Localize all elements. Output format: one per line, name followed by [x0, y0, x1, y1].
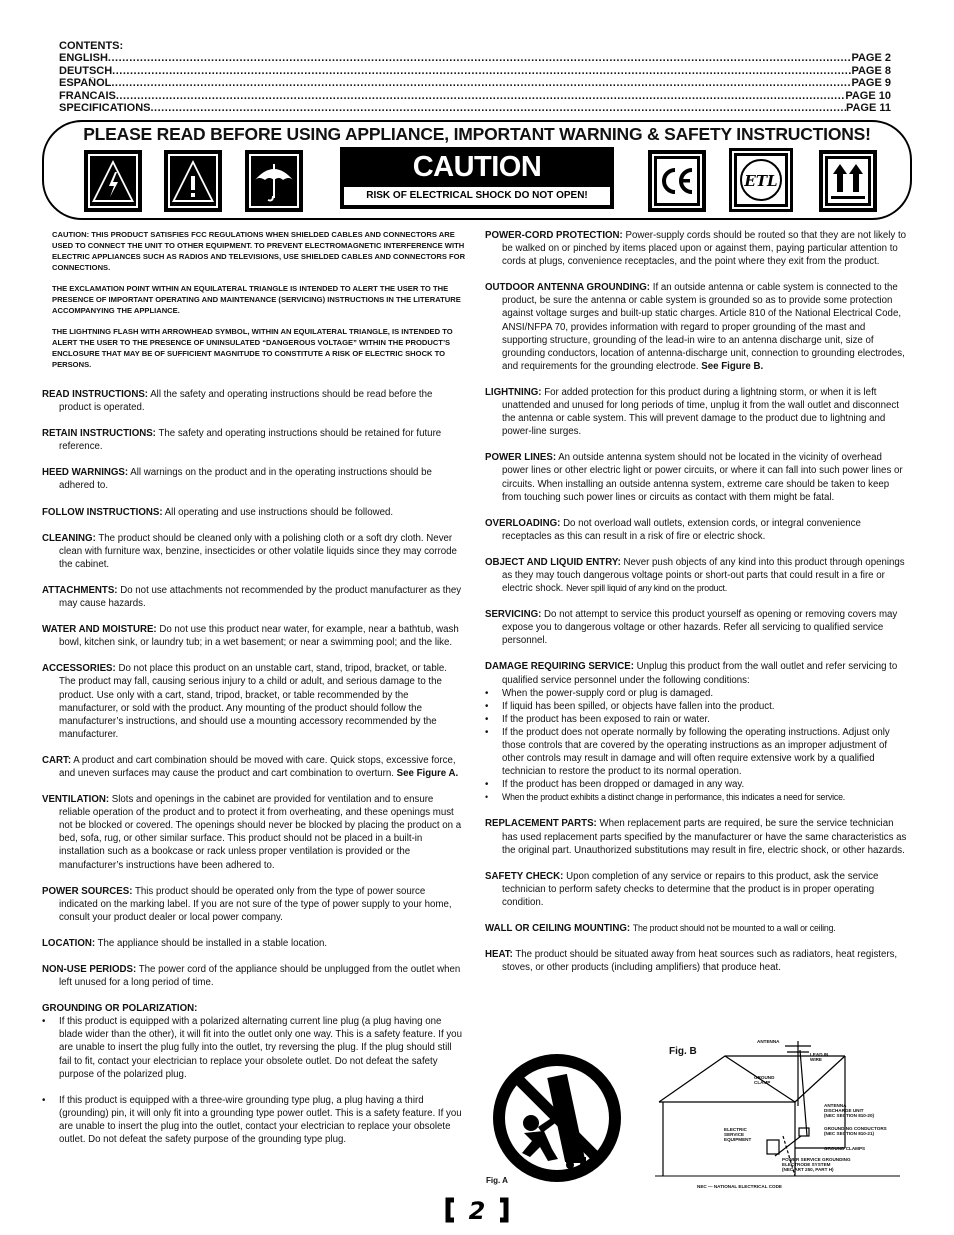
replacement-parts: REPLACEMENT PARTS: When replacement parts are required, be sure the service technician has used replacement parts specified by the manufacturer or have the same characteristics as the original part. Unauthorized substitutions may result in fire, electric shock, or other hazards.: [485, 818, 907, 856]
table-of-contents: [59, 40, 891, 114]
figure-b-label: Fig. B: [669, 1046, 697, 1057]
caution-word: CAUTION: [412, 151, 542, 183]
list-item: • If the product has been dropped or damaged in any way.: [485, 778, 909, 791]
figure-a-label: Fig. A: [486, 1176, 508, 1185]
label-nec: NEC — NATIONAL ELECTRICAL CODE: [697, 1184, 782, 1189]
lightning-notice: THE LIGHTNING FLASH WITH ARROWHEAD SYMBOL, WITHIN AN EQUILATERAL TRIANGLE, IS INTENDED TO ALERT THE USER TO THE PRESENCE OF UNINSULATED “DANGEROUS VOLTAGE” WITHIN THE PRODUCT’S ENCLOSURE THAT MAY BE OF SUFFICIENT MAGNITUDE TO CONSTITUTE A RISK OF ELECTRIC SHOCK TO PERSONS.: [52, 327, 453, 369]
list-item: • If liquid has been spilled, or objects have fallen into the product.: [485, 700, 909, 713]
accessories: ACCESSORIES: Do not place this product on an unstable cart, stand, tripod, bracket, or table. The product may fall, causing serious injury to a child or adult, and serious damage to the product. Use only with a cart, stand, tripod, bracket, or table recommended by the manufacturer, or sold with the product. Any mounting of the product should follow the manufacturer’s instructions, and should use a mounting accessory recommended by the manufacturer.: [42, 663, 447, 740]
umbrella-icon: [245, 150, 303, 212]
damage-requiring-service: DAMAGE REQUIRING SERVICE: Unplug this product from the wall outlet and refer servicing to qualified service personnel under the following conditions:: [485, 661, 898, 686]
safety-banner: [42, 120, 912, 220]
damage-list: [485, 687, 909, 805]
attachments: ATTACHMENTS: Do not use attachments not recommended by the product manufacturer as they may cause hazards.: [42, 584, 462, 610]
label-lead-in-wire: LEAD IN WIRE: [810, 1052, 829, 1063]
ventilation: VENTILATION: Slots and openings in the cabinet are provided for ventilation and to ensure reliable operation of the product and to protect it from overheating, and these openings must not be blocked or covered. The openings should never be blocked by placing the product on a bed, sofa, rug, or other similar surface. This product should not be placed in a built-in installation such as a bookcase or rack unless proper ventilation is provided or the manufacturer’s instructions have been adhered to.: [42, 794, 462, 871]
label-service-equipment: ELECTRIC SERVICE EQUIPMENT: [724, 1127, 752, 1143]
lightning-triangle-icon: [84, 150, 142, 212]
retain-instructions: RETAIN INSTRUCTIONS: The safety and operating instructions should be retained for future reference.: [42, 428, 442, 453]
toc-row: ENGLISH ..... PAGE 2: [59, 52, 891, 64]
contents-heading: CONTENTS:: [59, 40, 124, 52]
power-cord-protection: POWER-CORD PROTECTION: Power-supply cords should be routed so that they are not likely to be walked on or pinched by items placed upon or against them, paying particular attention to cords at plugs, convenience receptacles, and the point where they exit from the product.: [485, 230, 907, 268]
cart: CART: A product and cart combination should be moved with care. Quick stops, excessive force, and uneven surfaces may cause the product and cart combination to overturn. See Figure A.: [42, 754, 459, 779]
object-and-liquid-entry: OBJECT AND LIQUID ENTRY: Never push objects of any kind into this product through openings as they may touch dangerous voltage points or short-out parts that could result in a fire or electric shock. Never spill liquid of any kind on the product.: [485, 556, 905, 595]
toc-row: DEUTSCH ..... PAGE 8: [59, 65, 891, 77]
right-column: [485, 229, 909, 987]
this-way-up-icon: [819, 150, 877, 212]
banner-title: PLEASE READ BEFORE USING APPLIANCE, IMPORTANT WARNING & SAFETY INSTRUCTIONS!: [83, 124, 871, 144]
toc-row: ESPAÑOL ..... PAGE 9: [59, 77, 891, 89]
location: LOCATION: The appliance should be installed in a stable location.: [42, 937, 328, 949]
heed-warnings: HEED WARNINGS: All warnings on the product and in the operating instructions should be adhered to.: [42, 467, 432, 492]
outdoor-antenna-grounding: OUTDOOR ANTENNA GROUNDING: If an outside antenna or cable system is connected to the product, be sure the antenna or cable system is grounded so as to provide some protection against voltage surges and built-up static charges. Article 810 of the National Electrical Code, ANSI/NFPA 70, provides information with regard to proper grounding of the mast and supporting structure, grounding of the lead-in wire to an antenna discharge unit, size of grounding conductors, location of antenna-discharge unit, connection to grounding electrodes, and requirements for the grounding electrode. See Figure B.: [485, 282, 905, 372]
exclamation-triangle-icon: [164, 150, 222, 212]
left-column: [42, 229, 466, 1159]
fcc-notice: CAUTION: THIS PRODUCT SATISFIES FCC REGULATIONS WHEN SHIELDED CABLES AND CONNECTORS ARE USED TO CONNECT THE UNIT TO OTHER EQUIPMENT. TO PREVENT ELECTROMAGNETIC INTERFERENCE WITH ELECTRIC APPLIANCES SUCH AS RADIOS AND TELEVISIONS, USE SHIELDED CABLES AND CONNECTORS FOR CONNECTIONS.: [52, 230, 466, 272]
label-discharge-unit: ANTENNA DISCHARGE UNIT (NEC SECTION 810-20): [824, 1103, 875, 1119]
safety-check: SAFETY CHECK: Upon completion of any service or repairs to this product, ask the service technician to perform safety checks to determine that the product is in proper operating condition.: [485, 870, 879, 908]
list-item: • If the product has been exposed to rain or water.: [485, 713, 909, 726]
water-and-moisture: WATER AND MOISTURE: Do not use this product near water, for example, near a bathtub, wash bowl, kitchen sink, or laundry tub; in a wet basement; or near a swimming pool; and the like.: [42, 624, 459, 649]
wall-or-ceiling-mounting: WALL OR CEILING MOUNTING: The product should not be mounted to a wall or ceiling.: [485, 923, 836, 935]
label-antenna: ANTENNA: [757, 1039, 780, 1044]
toc-row: FRANCAIS ..... PAGE 10: [59, 90, 891, 102]
etl-listed-icon: [729, 148, 793, 212]
list-item: • When the power-supply cord or plug is damaged.: [485, 687, 909, 700]
power-sources: POWER SOURCES: This product should be operated only from the type of power source indicated on the marking label. If you are not sure of the type of power supply to your home, consult your product dealer or local power company.: [42, 885, 452, 923]
read-instructions: READ INSTRUCTIONS: All the safety and operating instructions should be read before the product is operated.: [42, 389, 433, 414]
lightning: LIGHTNING: For added protection for this product during a lightning storm, or when it is left unattended and unused for long periods of time, unplug it from the wall outlet and disconnect the antenna or cable system. This will prevent damage to the product due to lightning and power-line surges.: [485, 386, 899, 438]
cleaning: CLEANING: The product should be cleaned only with a polishing cloth or a soft dry cloth. Never clean with furniture wax, benzine, insecticides or other volatile liquids since they may corrode the cabinet.: [42, 532, 457, 570]
page-number: [444, 1197, 510, 1223]
grounding-heading: GROUNDING OR POLARIZATION:: [42, 1003, 198, 1015]
svg-text:ETL: ETL: [744, 172, 778, 190]
non-use-periods: NON-USE PERIODS: The power cord of the appliance should be unplugged from the outlet when left unused for a long period of time.: [42, 964, 461, 989]
label-ground-clamps: GROUND CLAMPS: [824, 1146, 866, 1151]
list-item: • If this product is equipped with a polarized alternating current line plug (a plug having one blade wider than the other), it will fit into the outlet only one way. This is a safety feature. If you are unable to insert the plug fully into the outlet, try reversing the plug. If the plug should still fail to fit, contact your electrician to replace your obsolete outlet. Do not defeat the safety purpose of the polarized plug.: [42, 1015, 466, 1080]
ce-mark-icon: [648, 150, 706, 212]
label-grounding-conductors: GROUNDING CONDUCTORS (NEC SECTION 810-21): [824, 1126, 887, 1137]
power-lines: POWER LINES: An outside antenna system should not be located in the vicinity of overhead power lines or other electric light or power circuits, or where it can fall into such power lines or circuits. When installing an outside antenna system, extreme care should be taken to keep from touching such power lines or circuits as contact with them might be fatal.: [485, 452, 903, 503]
toc-row: SPECIFICATIONS ..... PAGE 11: [59, 102, 891, 114]
label-ground-clamp: GROUND CLAMP: [754, 1075, 775, 1086]
caution-subtext: RISK OF ELECTRICAL SHOCK DO NOT OPEN!: [344, 187, 610, 205]
label-grounding-electrode: POWER SERVICE GROUNDING ELECTRODE SYSTEM (NEC ART 250, PART H): [782, 1157, 851, 1173]
exclamation-notice: THE EXCLAMATION POINT WITHIN AN EQUILATERAL TRIANGLE IS INTENDED TO ALERT THE USER TO THE PRESENCE OF IMPORTANT OPERATING AND MAINTENANCE (SERVICING) INSTRUCTIONS IN THE LITERATURE ACCOMPANYING THE APPLIANCE.: [52, 284, 461, 315]
list-item: • If the product does not operate normally by following the operating instructions. Adjust only those controls that are covered by the operating instructions as an improper adjustment of other controls may result in damage and will often require extensive work by a qualified technician to restore the product to its normal operation.: [485, 726, 909, 778]
cart-tip-over-figure: [486, 1053, 628, 1183]
list-item: • If this product is equipped with a three-wire grounding type plug, a plug having a third (grounding) pin, it will only fit into a grounding type power outlet. This is a safety feature. If you are unable to insert the plug into the outlet, contact your electrician to replace your obsolete outlet. Do not defeat the safety purpose of the grounding type plug.: [42, 1094, 466, 1146]
page-number-text: 2: [468, 1197, 486, 1223]
grounding-list: [42, 1015, 466, 1146]
overloading: OVERLOADING: Do not overload wall outlets, extension cords, or integral convenience receptacles as this can result in a risk of fire or electric shock.: [485, 517, 861, 542]
caution-label: [340, 147, 614, 209]
heat: HEAT: The product should be situated away from heat sources such as radiators, heat registers, stoves, or other products (including amplifiers) that produce heat.: [485, 949, 898, 974]
list-item: • When the product exhibits a distinct change in performance, this indicates a need for service.: [485, 791, 909, 804]
follow-instructions: FOLLOW INSTRUCTIONS: All operating and use instructions should be followed.: [42, 506, 394, 518]
servicing: SERVICING: Do not attempt to service this product yourself as opening or removing covers may expose you to dangerous voltage or other hazards. Refer all servicing to qualified service personnel.: [485, 609, 898, 647]
